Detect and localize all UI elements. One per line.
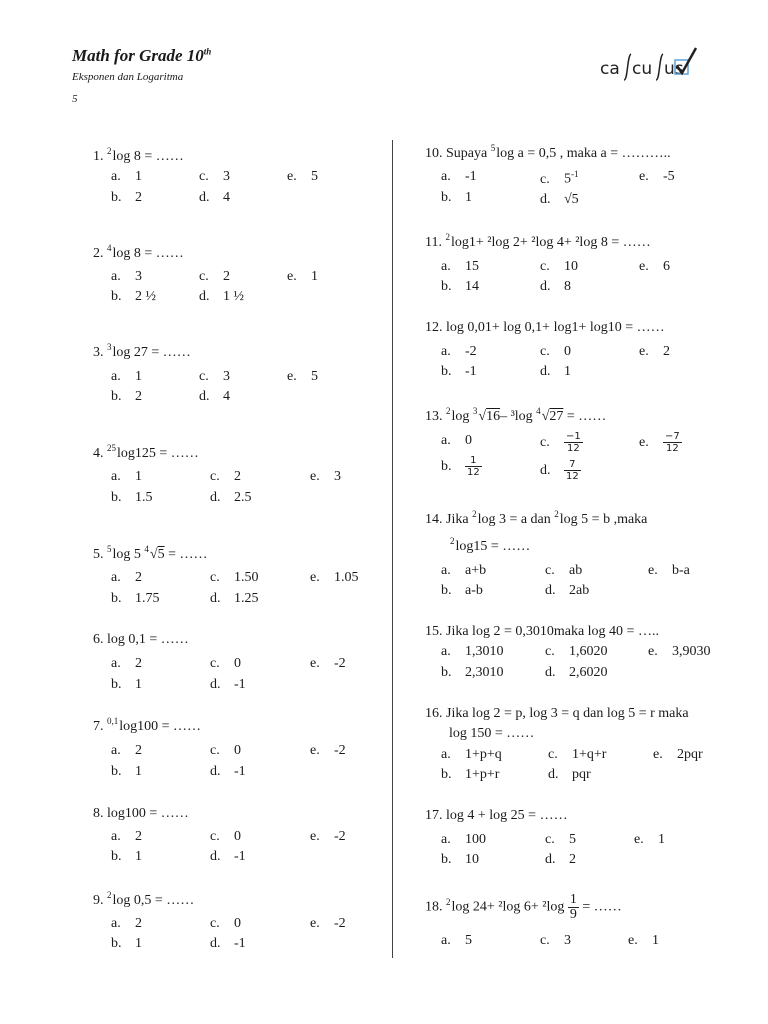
option-a[interactable]: a. 1,3010 (441, 644, 504, 659)
option-c[interactable]: c. 1.50 (210, 570, 259, 585)
option-a[interactable]: a. 100 (441, 832, 486, 847)
option-a[interactable]: a. 2 (111, 656, 142, 671)
option-c[interactable]: c. 3 (199, 369, 230, 384)
option-b[interactable]: b. 1 (111, 936, 142, 951)
option-b[interactable]: b. 2,3010 (441, 665, 504, 680)
option-b[interactable]: b. -1 (441, 364, 477, 379)
option-b[interactable]: b. 2 (111, 190, 142, 205)
option-d[interactable]: d. 1 (540, 364, 571, 379)
option-d[interactable]: d. 2ab (545, 583, 590, 598)
option-e[interactable]: e. -5 (639, 169, 675, 184)
option-c[interactable]: c. 0 (210, 916, 241, 931)
option-a[interactable]: a. a+b (441, 563, 487, 578)
option-e[interactable]: e. 5 (287, 369, 318, 384)
fraction: $\frac{-7}{12}$ (665, 431, 680, 454)
option-c[interactable]: c. 2 (199, 269, 230, 284)
option-a[interactable]: a. 2 (111, 743, 142, 758)
option-b[interactable]: b. 14 (441, 279, 479, 294)
option-d[interactable]: d. pqr (548, 767, 591, 782)
option-e[interactable]: e. 5 (287, 169, 318, 184)
option-a[interactable]: a. 2 (111, 829, 142, 844)
option-d[interactable]: d. 2.5 (210, 490, 252, 505)
option-b[interactable]: b. 1 (111, 677, 142, 692)
option-b[interactable]: b. 1 (111, 764, 142, 779)
option-c[interactable]: c. 3 (540, 933, 571, 948)
option-d[interactable]: d. 1 ½ (199, 289, 244, 304)
option-e[interactable]: e. 1 (634, 832, 665, 847)
option-e[interactable]: e. 1 (628, 933, 659, 948)
option-e[interactable]: e. 3 (310, 469, 341, 484)
option-c[interactable]: c. 2 (210, 469, 241, 484)
option-c[interactable]: c. 3 (199, 169, 230, 184)
calculus-logo (600, 44, 700, 89)
option-a[interactable]: a. -1 (441, 169, 477, 184)
option-b[interactable]: b. 10 (441, 852, 479, 867)
option-c[interactable]: c. 0 (210, 656, 241, 671)
option-d[interactable]: d. 8 (540, 279, 571, 294)
option-e[interactable]: e. 2pqr (653, 747, 703, 762)
option-e[interactable]: e. -2 (310, 656, 346, 671)
option-e[interactable]: e. -2 (310, 916, 346, 931)
option-b[interactable]: b. 2 ½ (111, 289, 156, 304)
option-c[interactable]: c. 1+q+r (548, 747, 607, 762)
option-d[interactable]: d. 1.25 (210, 591, 259, 606)
option-c[interactable]: c. 5 (545, 832, 576, 847)
option-a[interactable]: a. 1 (111, 169, 142, 184)
option-e[interactable]: e. b-a (648, 563, 690, 578)
option-c[interactable]: c. $\frac{-1}{12}$ (540, 431, 581, 454)
option-c[interactable]: c. 10 (540, 259, 578, 274)
option-c[interactable]: c. 0 (540, 344, 571, 359)
option-e[interactable]: e. -2 (310, 743, 346, 758)
option-e[interactable]: e. 3,9030 (648, 644, 711, 659)
option-e[interactable]: e. 2 (639, 344, 670, 359)
option-a[interactable]: a. -2 (441, 344, 477, 359)
option-e[interactable]: e. 1 (287, 269, 318, 284)
option-a[interactable]: a. 0 (441, 433, 472, 448)
option-a[interactable]: a. 1+p+q (441, 747, 502, 762)
option-e[interactable]: e. 6 (639, 259, 670, 274)
option-b[interactable]: b. 1.5 (111, 490, 153, 505)
option-b[interactable]: b. $\frac{1}{12}$ (441, 455, 480, 478)
option-b[interactable]: b. 1 (111, 849, 142, 864)
option-d[interactable]: d. $\frac{7}{12}$ (540, 459, 579, 482)
document-subtitle: Eksponen dan Logaritma (72, 71, 184, 83)
option-d[interactable]: d. 2 (545, 852, 576, 867)
option-a[interactable]: a. 2 (111, 570, 142, 585)
page-number: 5 (72, 93, 78, 105)
option-d[interactable]: d. 2,6020 (545, 665, 608, 680)
option-b[interactable]: b. 1 (441, 190, 472, 205)
option-b[interactable]: b. 1.75 (111, 591, 160, 606)
svg-text:ca: ca (600, 59, 620, 79)
fraction: $\frac{7}{12}$ (566, 459, 579, 482)
option-a[interactable]: a. 5 (441, 933, 472, 948)
option-b[interactable]: b. 2 (111, 389, 142, 404)
option-d[interactable]: d. 4 (199, 190, 230, 205)
option-a[interactable]: a. 15 (441, 259, 479, 274)
svg-text:cu: cu (632, 59, 653, 79)
fraction: $\frac{-1}{12}$ (566, 431, 581, 454)
fraction: $\frac{1}{9}$ (569, 892, 577, 922)
option-c[interactable]: c. ab (545, 563, 583, 578)
option-a[interactable]: a. 1 (111, 369, 142, 384)
option-d[interactable]: d. -1 (210, 936, 246, 951)
option-d[interactable]: d. -1 (210, 849, 246, 864)
option-d[interactable]: d. √5 (540, 192, 579, 207)
option-e[interactable]: e. $\frac{-7}{12}$ (639, 431, 680, 454)
option-c[interactable]: c. $5^{-1}$ (540, 169, 579, 187)
option-a[interactable]: a. 2 (111, 916, 142, 931)
fraction: $\frac{1}{12}$ (467, 455, 480, 478)
option-e[interactable]: e. 1.05 (310, 570, 359, 585)
svg-text:us: us (664, 59, 684, 79)
option-d[interactable]: d. 4 (199, 389, 230, 404)
document-title: Math for Grade 10th (72, 46, 212, 65)
option-c[interactable]: c. 0 (210, 829, 241, 844)
option-b[interactable]: b. a-b (441, 583, 483, 598)
option-a[interactable]: a. 1 (111, 469, 142, 484)
option-c[interactable]: c. 0 (210, 743, 241, 758)
option-d[interactable]: d. -1 (210, 764, 246, 779)
option-d[interactable]: d. -1 (210, 677, 246, 692)
column-divider (392, 140, 393, 958)
option-c[interactable]: c. 1,6020 (545, 644, 608, 659)
option-b[interactable]: b. 1+p+r (441, 767, 500, 782)
option-e[interactable]: e. -2 (310, 829, 346, 844)
option-a[interactable]: a. 3 (111, 269, 142, 284)
